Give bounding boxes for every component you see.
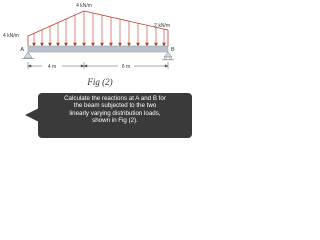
- load-right-label: 2 kN/m: [154, 23, 170, 29]
- page: [0, 0, 200, 162]
- beam: [28, 46, 168, 52]
- load-left-label: 4 kN/m: [3, 33, 19, 39]
- support-b: [162, 52, 174, 60]
- point-a-label: A: [20, 47, 24, 53]
- point-b-label: B: [171, 47, 175, 53]
- load-arrows: [33, 11, 166, 46]
- question-pointer: [25, 108, 39, 122]
- question-card: [38, 93, 192, 138]
- question-text: Calculate the reactions at A and B for the beam subjected to the two linearly varying distribution loads, shown in Fig (2).: [64, 95, 166, 125]
- figure-caption: Fig (2): [87, 77, 113, 87]
- span-left-label: 4 m: [47, 64, 57, 70]
- load-peak-label: 4 kN/m: [76, 3, 92, 9]
- span-right-label: 6 m: [121, 64, 131, 70]
